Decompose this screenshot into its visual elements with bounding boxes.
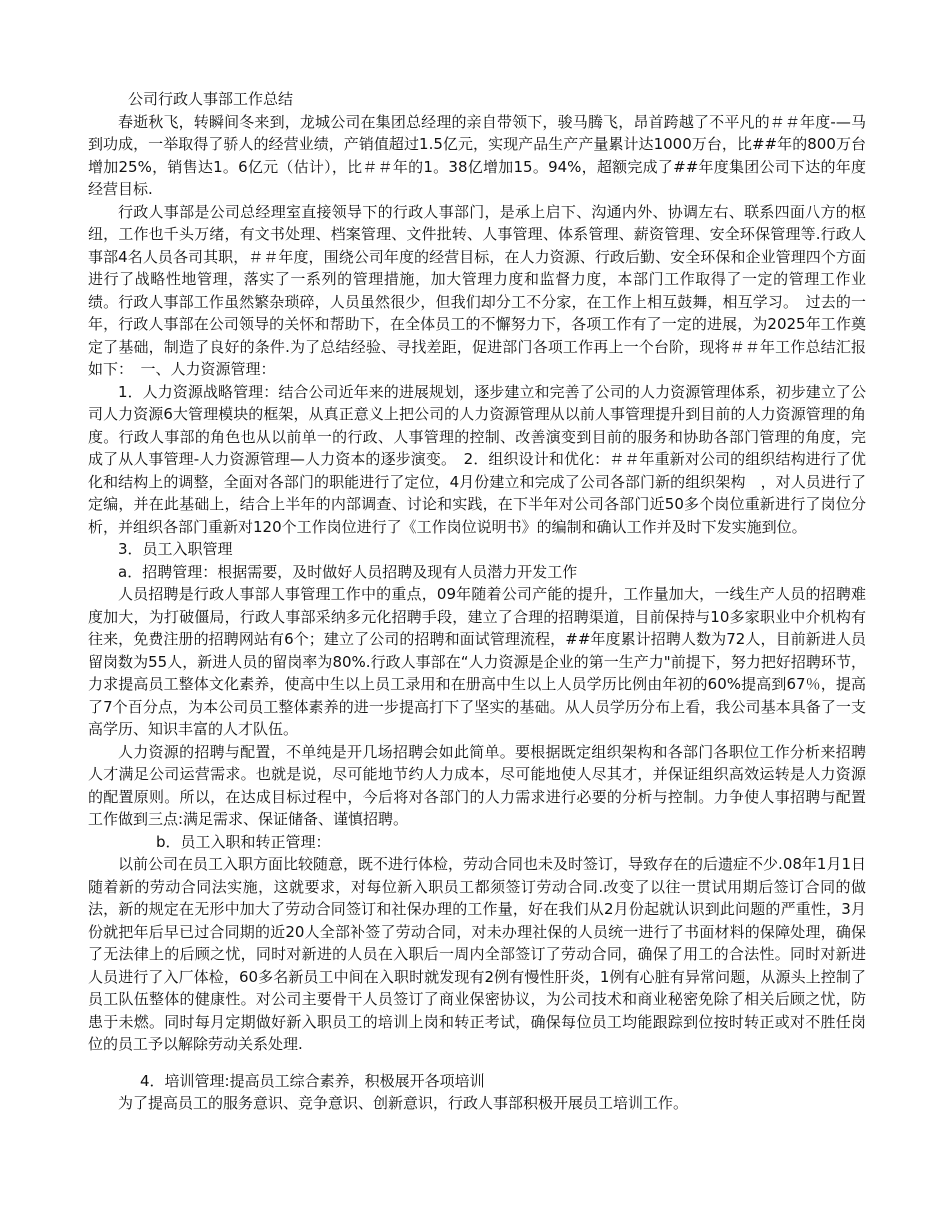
heading-entry-regularization: b．员工入职和转正管理：	[156, 832, 331, 851]
paragraph-allocation: 人力资源的招聘与配置，不单纯是开几场招聘会如此简单。要根据既定组织架构和各部门各职位工作分析来招聘人才满足公司运营需求。也就是说，尽可能地节约人力成本，尽可能地使人尽其才，并保证组织高效运转是人力资源的配置原则。所以，在达成目标过程中，今后将对各部门的人力需求进行必要的分析与控制。力争使人事招聘与配置工作做到三点:满足需求、保证储备、谨慎招聘。	[88, 742, 866, 828]
paragraph-training: 为了提高员工的服务意识、竞争意识、创新意识，行政人事部积极开展员工培训工作。	[118, 1094, 689, 1112]
paragraph-hr-strategy: 1．人力资源战略管理：结合公司近年来的进展规划，逐步建立和完善了公司的人力资源管理体系，初步建立了公司人力资源6大管理模块的框架，从真正意义上把公司的人力资源管理从以前人事管理提升到目前的人力资源管理的角度。行政人事部的角色也从以前单一的行政、人事管理的控制、改善演变到目前的服务和协助各部门管理的角度，完成了从人事管理-人力资源管理—人力资本的逐步演变。 2．组织设计和优化：＃＃年重新对公司的组织结构进行了优化和结构上的调整，全面对各部门的职能进行了定位，4月份建立和完成了公司各部门新的组织架构 ，对人员进行了定编，并在此基础上，结合上半年的内部调查、讨论和实践，在下半年对公司各部门近50多个岗位重新进行了岗位分析，并组织各部门重新对120个工作岗位进行了《工作岗位说明书》的编制和确认工作并及时下发实施到位。	[88, 382, 866, 536]
heading-training: 4．培训管理:提高员工综合素养，积极展开各项培训	[140, 1071, 485, 1090]
spacer	[88, 1056, 866, 1070]
paragraph-recruitment: 人员招聘是行政人事部人事管理工作中的重点，09年随着公司产能的提升，工作量加大，一线生产人员的招聘难度加大，为打破僵局，行政人事部采纳多元化招聘手段，建立了合理的招聘渠道，目前保持与10多家职业中介机构有往来，免费注册的招聘网站有6个；建立了公司的招聘和面试管理流程，##年度累计招聘人数为72人，目前新进人员留岗数为55人，新进人员的留岗率为80%.行政人事部在“人力资源是企业的第一生产力"前提下，努力把好招聘环节，力求提高员工整体文化素养，使高中生以上员工录用和在册高中生以上人员学历比例由年初的60%提高到67％，提高了7个百分点，为本公司员工整体素养的进一步提高打下了坚实的基础。从人员学历分布上看，我公司基本具备了一支高学历、知识丰富的人才队伍。	[88, 585, 866, 738]
heading-recruitment: a．招聘管理：根据需要，及时做好人员招聘及现有人员潜力开发工作	[118, 562, 578, 581]
heading-onboarding: 3．员工入职管理	[118, 540, 233, 558]
paragraph-intro: 春逝秋飞，转瞬间冬来到，龙城公司在集团总经理的亲自带领下，骏马腾飞，昂首跨越了不平凡的＃＃年度-—马到功成，一举取得了骄人的经营业绩，产销值超过1.5亿元，实现产品生产产量累计达1000万台，比##年的800万台增加25%，销售达1。6亿元（估计），比＃＃年的1。38亿增加15。94%，超额完成了##年度集团公司下达的年度经营目标.	[88, 112, 866, 198]
paragraph-entry-regularization: 以前公司在员工入职方面比较随意，既不进行体检，劳动合同也未及时签订，导致存在的后遗症不少.08年1月1日随着新的劳动合同法实施，这就要求，对每位新入职员工都须签订劳动合同.改变了以往一贯试用期后签订合同的做法，新的规定在无形中加大了劳动合同签订和社保办理的工作量，好在我们从2月份起就认识到此问题的严重性，3月份就把年后早已过合同期的近20人全部补签了劳动合同，对未办理社保的人员统一进行了书面材料的保障处理，确保了无法律上的后顾之忧，同时对新进的人员在入职后一周内全部签订了劳动合同，确保了用工的合法性。同时对新进人员进行了入厂体检，60多名新员工中间在入职时就发现有2例有慢性肝炎，1例有心脏有异常问题，从源头上控制了员工队伍整体的健康性。对公司主要骨干人员签订了商业保密协议，为公司技术和商业秘密免除了相关后顾之忧，防患于未燃。同时每月定期做好新入职员工的培训上岗和转正考试，确保每位员工均能跟踪到位按时转正或对不胜任岗位的员工予以解除劳动关系处理.	[88, 855, 866, 1053]
document-title: 公司行政人事部工作总结	[128, 90, 294, 108]
paragraph-department-overview: 行政人事部是公司总经理室直接领导下的行政人事部门，是承上启下、沟通内外、协调左右、联系四面八方的枢纽，工作也千头万绪，有文书处理、档案管理、文件批转、人事管理、体系管理、薪资管理、安全环保管理等.行政人事部4名人员各司其职，＃＃年度，围绕公司年度的经营目标，在人力资源、行政后勤、安全环保和企业管理四个方面进行了战略性地管理，落实了一系列的管理措施，加大管理力度和监督力度，本部门工作取得了一定的管理工作业绩。行政人事部工作虽然繁杂琐碎，人员虽然很少，但我们却分工不分家，在工作上相互鼓舞，相互学习。 过去的一年，行政人事部在公司领导的关怀和帮助下，在全体员工的不懈努力下，各项工作有了一定的进展，为2025年工作奠定了基础，制造了良好的条件.为了总结经验、寻找差距，促进部门各项工作再上一个台阶，现将＃＃年工作总结汇报如下： 一、人力资源管理：	[88, 202, 866, 378]
